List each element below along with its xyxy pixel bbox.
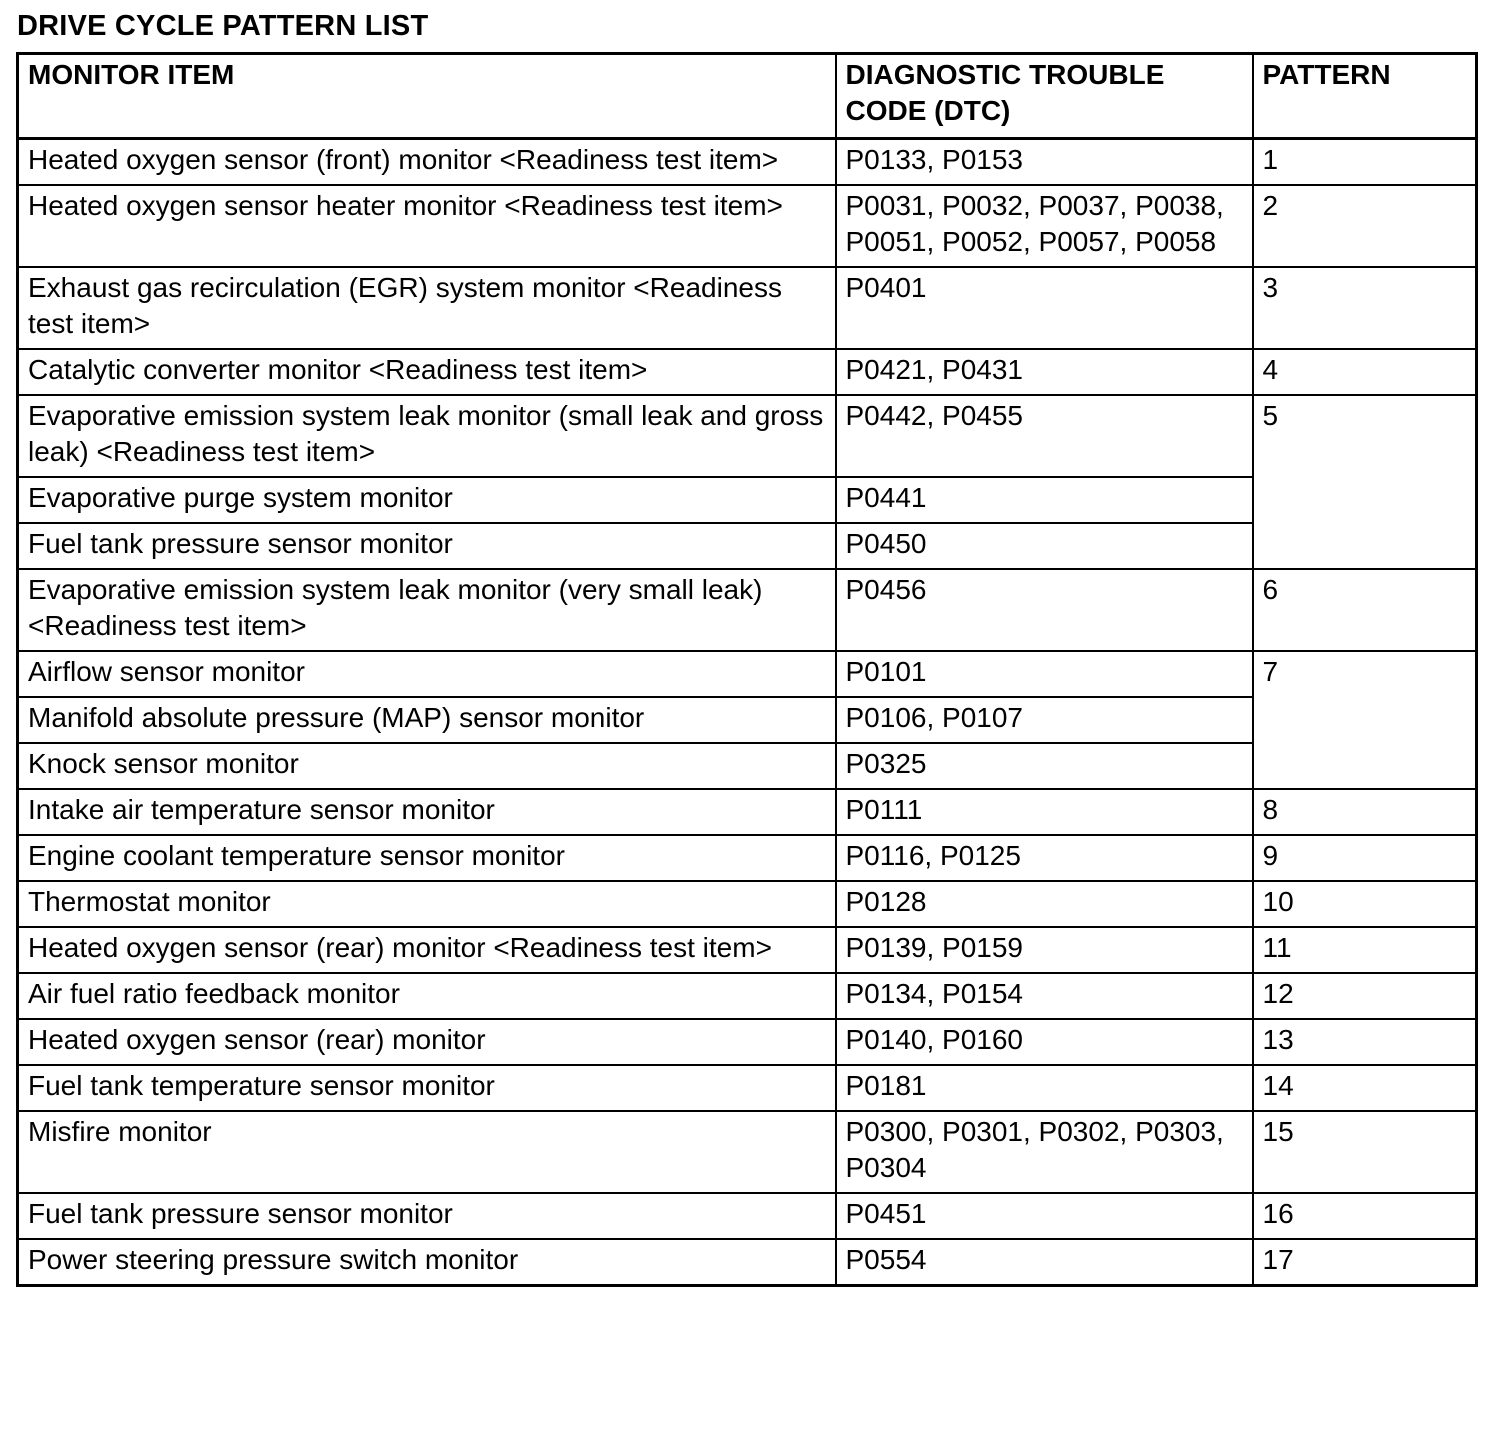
table-row — [18, 881, 1477, 927]
monitor-item-cell: Knock sensor monitor — [18, 743, 836, 789]
pattern-cell: 16 — [1253, 1193, 1477, 1239]
dtc-cell: P0300, P0301, P0302, P0303, P0304 — [836, 1111, 1253, 1193]
monitor-item-cell: Air fuel ratio feedback monitor — [18, 973, 836, 1019]
monitor-item-cell: Manifold absolute pressure (MAP) sensor monitor — [18, 697, 836, 743]
monitor-item-cell: Fuel tank pressure sensor monitor — [18, 1193, 836, 1239]
monitor-item-cell: Heated oxygen sensor heater monitor <Readiness test item> — [18, 185, 836, 267]
monitor-item-cell: Thermostat monitor — [18, 881, 836, 927]
monitor-item-cell: Power steering pressure switch monitor — [18, 1239, 836, 1286]
pattern-cell: 14 — [1253, 1065, 1477, 1111]
dtc-cell: P0401 — [836, 267, 1253, 349]
dtc-cell: P0116, P0125 — [836, 835, 1253, 881]
dtc-cell: P0111 — [836, 789, 1253, 835]
pattern-cell: 5 — [1253, 395, 1477, 569]
dtc-cell: P0031, P0032, P0037, P0038, P0051, P0052, P0057, P0058 — [836, 185, 1253, 267]
dtc-cell: P0325 — [836, 743, 1253, 789]
monitor-item-cell: Fuel tank pressure sensor monitor — [18, 523, 836, 569]
page-title: DRIVE CYCLE PATTERN LIST — [17, 10, 429, 42]
dtc-cell: P0134, P0154 — [836, 973, 1253, 1019]
header-pattern: PATTERN — [1253, 54, 1477, 139]
monitor-item-cell: Engine coolant temperature sensor monitor — [18, 835, 836, 881]
dtc-cell: P0421, P0431 — [836, 349, 1253, 395]
pattern-cell: 8 — [1253, 789, 1477, 835]
table-row — [18, 651, 1477, 697]
dtc-cell: P0456 — [836, 569, 1253, 651]
pattern-cell: 12 — [1253, 973, 1477, 1019]
monitor-item-cell: Airflow sensor monitor — [18, 651, 836, 697]
table-row — [18, 835, 1477, 881]
monitor-item-cell: Fuel tank temperature sensor monitor — [18, 1065, 836, 1111]
header-dtc: DIAGNOSTIC TROUBLE CODE (DTC) — [836, 54, 1253, 139]
pattern-cell: 1 — [1253, 139, 1477, 186]
monitor-item-cell: Exhaust gas recirculation (EGR) system monitor <Readiness test item> — [18, 267, 836, 349]
dtc-cell: P0106, P0107 — [836, 697, 1253, 743]
monitor-item-cell: Heated oxygen sensor (rear) monitor <Readiness test item> — [18, 927, 836, 973]
dtc-cell: P0140, P0160 — [836, 1019, 1253, 1065]
dtc-cell: P0441 — [836, 477, 1253, 523]
pattern-cell: 9 — [1253, 835, 1477, 881]
monitor-item-cell: Heated oxygen sensor (rear) monitor — [18, 1019, 836, 1065]
pattern-cell: 17 — [1253, 1239, 1477, 1286]
monitor-item-cell: Misfire monitor — [18, 1111, 836, 1193]
table-body — [18, 139, 1477, 1286]
monitor-item-cell: Evaporative purge system monitor — [18, 477, 836, 523]
dtc-cell: P0101 — [836, 651, 1253, 697]
table-row — [18, 569, 1477, 651]
pattern-cell: 10 — [1253, 881, 1477, 927]
table-row — [18, 395, 1477, 477]
pattern-cell: 2 — [1253, 185, 1477, 267]
drive-cycle-pattern-table — [16, 52, 1478, 1287]
dtc-cell: P0181 — [836, 1065, 1253, 1111]
table-row — [18, 973, 1477, 1019]
pattern-cell: 15 — [1253, 1111, 1477, 1193]
table-row — [18, 349, 1477, 395]
dtc-cell: P0133, P0153 — [836, 139, 1253, 186]
pattern-cell: 11 — [1253, 927, 1477, 973]
pattern-cell: 4 — [1253, 349, 1477, 395]
monitor-item-cell: Intake air temperature sensor monitor — [18, 789, 836, 835]
header-monitor-item: MONITOR ITEM — [18, 54, 836, 139]
dtc-cell: P0554 — [836, 1239, 1253, 1286]
monitor-item-cell: Catalytic converter monitor <Readiness test item> — [18, 349, 836, 395]
table-row — [18, 1065, 1477, 1111]
table-row — [18, 1239, 1477, 1286]
dtc-cell: P0128 — [836, 881, 1253, 927]
dtc-cell: P0139, P0159 — [836, 927, 1253, 973]
monitor-item-cell: Evaporative emission system leak monitor (very small leak) <Readiness test item> — [18, 569, 836, 651]
monitor-item-cell: Evaporative emission system leak monitor (small leak and gross leak) <Readiness test item> — [18, 395, 836, 477]
table-header-row — [18, 54, 1477, 139]
pattern-cell: 3 — [1253, 267, 1477, 349]
monitor-item-cell: Heated oxygen sensor (front) monitor <Readiness test item> — [18, 139, 836, 186]
dtc-cell: P0451 — [836, 1193, 1253, 1239]
table-row — [18, 1019, 1477, 1065]
table-row — [18, 139, 1477, 186]
dtc-cell: P0442, P0455 — [836, 395, 1253, 477]
table-row — [18, 1111, 1477, 1193]
table-row — [18, 789, 1477, 835]
table-row — [18, 1193, 1477, 1239]
pattern-cell: 7 — [1253, 651, 1477, 789]
table-row — [18, 267, 1477, 349]
table-row — [18, 185, 1477, 267]
pattern-cell: 13 — [1253, 1019, 1477, 1065]
pattern-cell: 6 — [1253, 569, 1477, 651]
table-row — [18, 927, 1477, 973]
dtc-cell: P0450 — [836, 523, 1253, 569]
